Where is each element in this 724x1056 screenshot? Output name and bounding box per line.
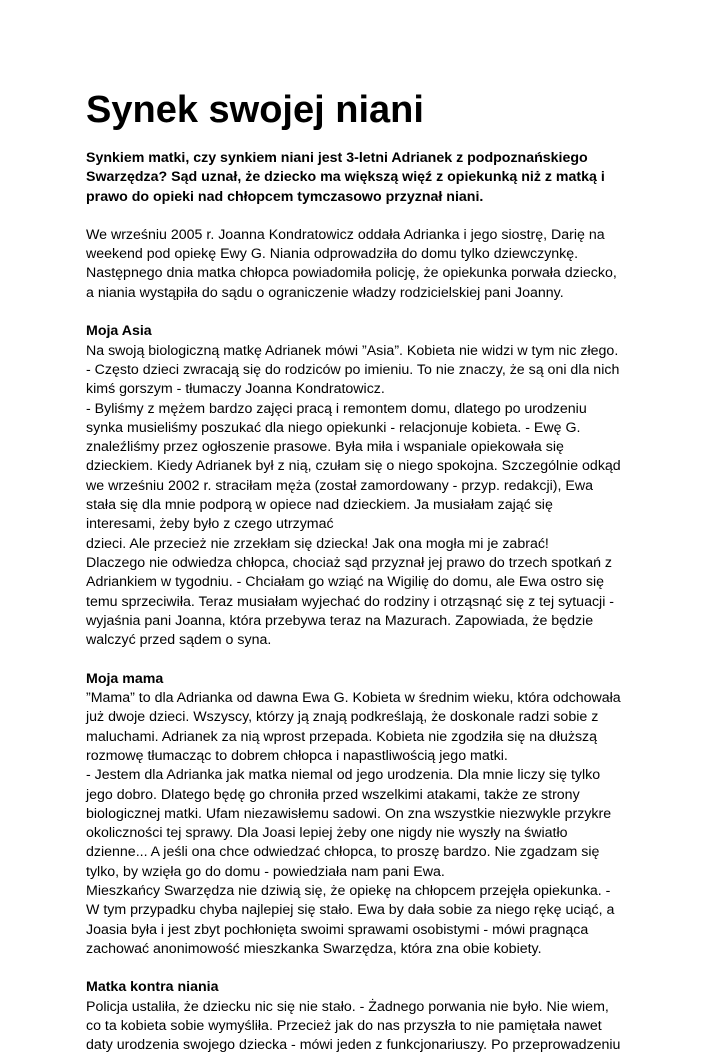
- text-line: Dlaczego nie odwiedza chłopca, chociaż sąd przyznał jej prawo do trzech spotkań z: [86, 554, 613, 571]
- text-line: interesami, żeby było z czego utrzymać: [86, 516, 334, 533]
- text-line: daty urodzenia swojego dziecka - mówi jeden z funkcjonariuszy. Po przeprowadzeniu: [86, 1037, 621, 1054]
- text-line: już dwoje dzieci. Wszyscy, którzy ją znają podkreślają, że doskonale radzi sobie z: [86, 709, 599, 726]
- text-line: znaleźliśmy przez ogłoszenie prasowe. Była miła i wspaniale opiekowała się: [86, 439, 564, 456]
- lead-line: Swarzędza? Sąd uznał, że dziecko ma większą więź z opiekunką niż z matką i: [86, 169, 605, 186]
- text-line: temu sprzeciwiła. Teraz musiałam wyjechać do rodziny i otrząsnąć się z tej sytuacji -: [86, 593, 615, 610]
- section-heading: Moja mama: [86, 670, 164, 687]
- article-title: Synek swojej niani: [86, 89, 424, 131]
- section-body: [86, 342, 646, 651]
- text-line: kimś gorszym - tłumaczy Joanna Kondratowicz.: [86, 381, 385, 398]
- text-line: dzienne... A jeśli ona chce odwiedzać chłopca, to proszę bardzo. Nie zgadzam się: [86, 844, 600, 861]
- section-heading: Matka kontra niania: [86, 979, 219, 996]
- text-line: maluchami. Adrianek za nią wprost przepada. Kobieta nie zgodziła się na dłuższą: [86, 728, 598, 745]
- text-line: tylko, by wzięła go do domu - powiedziała nam pani Ewa.: [86, 863, 445, 880]
- text-line: co ta kobieta sobie wymyśliła. Przecież jak do nas przyszła to nie pamiętała nawet: [86, 1018, 602, 1035]
- text-line: wyjaśnia pani Joanna, która przebywa teraz na Mazurach. Zapowiada, że będzie: [86, 612, 594, 629]
- text-line: we wrześniu 2002 r. straciłam męża (został zamordowany - przyp. redakcji), Ewa: [86, 477, 593, 494]
- text-line: - Jestem dla Adrianka jak matka niemal od jego urodzenia. Dla mnie liczy się tylko: [86, 767, 601, 784]
- text-line: Następnego dnia matka chłopca powiadomiła policję, że opiekunka porwała dziecko,: [86, 265, 617, 282]
- text-line: weekend pod opiekę Ewy G. Niania odprowadziła do domu tylko dziewczynkę.: [86, 246, 579, 263]
- text-line: jego dobro. Dlatego będę go chroniła przed wszelkimi atakami, także ze strony: [86, 786, 580, 803]
- text-line: ”Mama” to dla Adrianka od dawna Ewa G. Kobieta w średnim wieku, która odchowała: [86, 690, 621, 707]
- text-line: Na swoją biologiczną matkę Adrianek mówi ”Asia”. Kobieta nie widzi w tym nic złego.: [86, 342, 619, 359]
- text-line: Adriankiem w tygodniu. - Chciałam go wziąć na Wigilię do domu, ale Ewa ostro się: [86, 574, 605, 591]
- section-moja-asia: [86, 322, 646, 650]
- text-line: walczyć przed sądem o syna.: [86, 632, 272, 649]
- lead-line: prawo do opieki nad chłopcem tymczasowo przyznał niani.: [86, 188, 484, 205]
- section-heading: Moja Asia: [86, 323, 152, 340]
- text-line: synka musieliśmy poszukać dla niego opiekunki - relacjonuje kobieta. - Ewę G.: [86, 419, 581, 436]
- section-moja-mama: [86, 670, 646, 959]
- article-lead: [86, 149, 646, 207]
- intro-paragraph: [86, 226, 646, 303]
- text-line: Joasia była i jest zbyt pochłonięta swoimi sprawami osobistymi - mówi pragnąca: [86, 921, 589, 938]
- text-line: - Często dzieci zwracają się do rodziców po imieniu. To nie znaczy, że są oni dla nich: [86, 361, 620, 378]
- text-line: rozmowę tłumacząc to dobrem chłopca i napastliwością jego matki.: [86, 747, 508, 764]
- text-line: dzieckiem. Kiedy Adrianek był z nią, czułam się o niego spokojna. Szczególnie odkąd: [86, 458, 621, 475]
- text-line: dzieci. Ale przecież nie zrzekłam się dziecka! Jak ona mogła mi je zabrać!: [86, 535, 549, 552]
- text-line: We wrześniu 2005 r. Joanna Kondratowicz oddała Adrianka i jego siostrę, Darię na: [86, 226, 605, 243]
- text-line: stała się dla mnie podporą w opiece nad dzieckiem. Ja musiałam zająć się: [86, 497, 553, 514]
- text-line: biologicznej matki. Ufam niezawisłemu sadowi. On zna wszystkie niezwykle przykre: [86, 805, 612, 822]
- text-line: okoliczności tej sprawy. Dla Joasi lepiej żeby one nigdy nie wyszły na światło: [86, 825, 568, 842]
- text-line: Mieszkańcy Swarzędza nie dziwią się, że opiekę na chłopcem przejęła opiekunka. -: [86, 882, 611, 899]
- section-body: [86, 998, 646, 1056]
- section-matka-kontra-niania: [86, 978, 646, 1055]
- text-line: W tym przypadku chyba najlepiej się stało. Ewa by dała sobie za niego rękę uciąć, a: [86, 902, 615, 919]
- text-line: a niania wystąpiła do sądu o ograniczenie władzy rodzicielskiej pani Joanny.: [86, 284, 564, 301]
- section-body: [86, 689, 646, 959]
- lead-line: Synkiem matki, czy synkiem niani jest 3-letni Adrianek z podpoznańskiego: [86, 150, 588, 166]
- text-line: zachować anonimowość mieszkanka Swarzędza, która zna obie kobiety.: [86, 940, 542, 957]
- text-line: Policja ustaliła, że dziecku nic się nie stało. - Żadnego porwania nie było. Nie wiem,: [86, 998, 609, 1015]
- document-page: [86, 88, 646, 1056]
- text-line: - Byliśmy z mężem bardzo zajęci pracą i remontem domu, dlatego po urodzeniu: [86, 400, 587, 417]
